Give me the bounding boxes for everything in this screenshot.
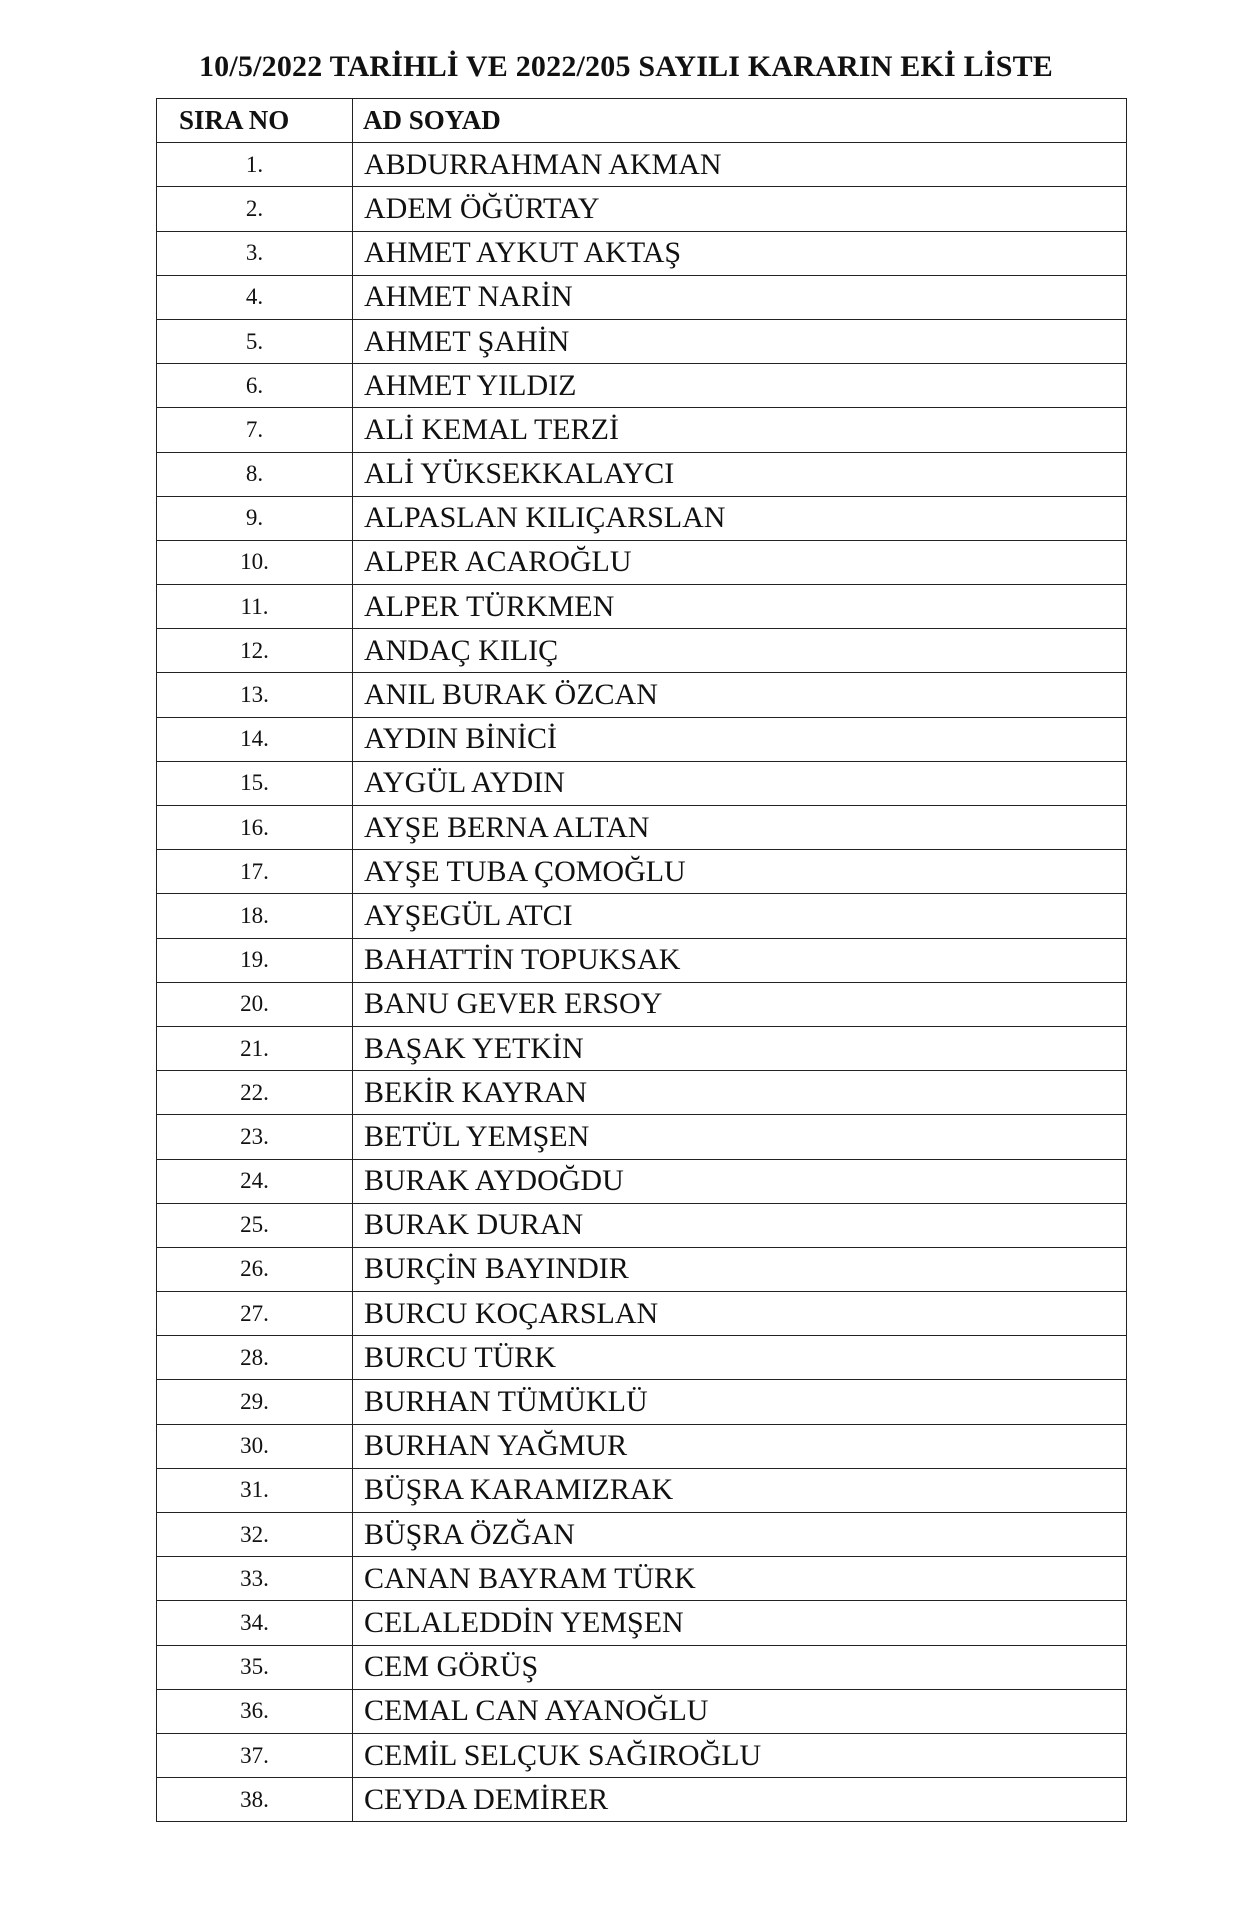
row-full-name: ADEM ÖĞÜRTAY [353, 187, 1127, 231]
row-number: 22. [157, 1071, 353, 1115]
row-full-name: AHMET NARİN [353, 275, 1127, 319]
row-full-name: BURHAN TÜMÜKLÜ [353, 1380, 1127, 1424]
table-row [157, 850, 1127, 894]
row-number: 16. [157, 806, 353, 850]
row-number: 32. [157, 1513, 353, 1557]
row-full-name: AHMET AYKUT AKTAŞ [353, 231, 1127, 275]
row-full-name: BURAK DURAN [353, 1203, 1127, 1247]
row-full-name: BEKİR KAYRAN [353, 1071, 1127, 1115]
row-number: 28. [157, 1336, 353, 1380]
table-row [157, 673, 1127, 717]
row-full-name: BÜŞRA ÖZĞAN [353, 1513, 1127, 1557]
row-full-name: BURHAN YAĞMUR [353, 1424, 1127, 1468]
table-row [157, 585, 1127, 629]
row-number: 19. [157, 938, 353, 982]
row-full-name: BÜŞRA KARAMIZRAK [353, 1468, 1127, 1512]
row-full-name: AHMET ŞAHİN [353, 319, 1127, 363]
row-number: 30. [157, 1424, 353, 1468]
row-full-name: AYDIN BİNİCİ [353, 717, 1127, 761]
row-full-name: CEMİL SELÇUK SAĞIROĞLU [353, 1733, 1127, 1777]
table-row [157, 1645, 1127, 1689]
row-full-name: BURAK AYDOĞDU [353, 1159, 1127, 1203]
row-number: 34. [157, 1601, 353, 1645]
row-number: 31. [157, 1468, 353, 1512]
row-full-name: AYŞE BERNA ALTAN [353, 806, 1127, 850]
row-number: 13. [157, 673, 353, 717]
row-number: 9. [157, 496, 353, 540]
row-number: 12. [157, 629, 353, 673]
row-number: 27. [157, 1292, 353, 1336]
row-number: 23. [157, 1115, 353, 1159]
row-full-name: ALPER ACAROĞLU [353, 540, 1127, 584]
row-number: 38. [157, 1778, 353, 1822]
table-row [157, 894, 1127, 938]
row-number: 24. [157, 1159, 353, 1203]
row-full-name: AYŞEGÜL ATCI [353, 894, 1127, 938]
row-number: 37. [157, 1733, 353, 1777]
row-number: 33. [157, 1557, 353, 1601]
table-row [157, 275, 1127, 319]
table-row [157, 1380, 1127, 1424]
table-row [157, 231, 1127, 275]
row-number: 3. [157, 231, 353, 275]
table-row [157, 1733, 1127, 1777]
table-row [157, 1513, 1127, 1557]
row-full-name: AYGÜL AYDIN [353, 761, 1127, 805]
table-row [157, 717, 1127, 761]
table-row [157, 629, 1127, 673]
table-row [157, 1247, 1127, 1291]
row-number: 18. [157, 894, 353, 938]
row-number: 35. [157, 1645, 353, 1689]
table-row [157, 364, 1127, 408]
row-number: 7. [157, 408, 353, 452]
table-body [157, 143, 1127, 1822]
row-number: 20. [157, 982, 353, 1026]
row-number: 8. [157, 452, 353, 496]
table-row [157, 1203, 1127, 1247]
header-ad-soyad: AD SOYAD [353, 99, 1127, 143]
table-row [157, 1557, 1127, 1601]
row-number: 5. [157, 319, 353, 363]
row-full-name: CELALEDDİN YEMŞEN [353, 1601, 1127, 1645]
row-number: 21. [157, 1026, 353, 1070]
table-row [157, 452, 1127, 496]
row-number: 25. [157, 1203, 353, 1247]
table-row [157, 761, 1127, 805]
table-row [157, 1778, 1127, 1822]
table-row [157, 1424, 1127, 1468]
name-list-table [156, 98, 1127, 1822]
header-sira-no: SIRA NO [157, 99, 353, 143]
row-number: 4. [157, 275, 353, 319]
row-full-name: BURCU KOÇARSLAN [353, 1292, 1127, 1336]
row-full-name: BANU GEVER ERSOY [353, 982, 1127, 1026]
row-full-name: BURÇİN BAYINDIR [353, 1247, 1127, 1291]
table-row [157, 408, 1127, 452]
row-full-name: ALİ KEMAL TERZİ [353, 408, 1127, 452]
table-row [157, 1026, 1127, 1070]
table-row [157, 938, 1127, 982]
row-number: 17. [157, 850, 353, 894]
table-row [157, 1292, 1127, 1336]
table-row [157, 496, 1127, 540]
table-row [157, 1468, 1127, 1512]
row-full-name: CANAN BAYRAM TÜRK [353, 1557, 1127, 1601]
table-header-row [157, 99, 1127, 143]
row-full-name: BURCU TÜRK [353, 1336, 1127, 1380]
row-number: 11. [157, 585, 353, 629]
row-number: 2. [157, 187, 353, 231]
row-full-name: BETÜL YEMŞEN [353, 1115, 1127, 1159]
table-row [157, 1601, 1127, 1645]
row-full-name: BAHATTİN TOPUKSAK [353, 938, 1127, 982]
table-row [157, 1336, 1127, 1380]
row-number: 36. [157, 1689, 353, 1733]
row-full-name: BAŞAK YETKİN [353, 1026, 1127, 1070]
row-full-name: ANIL BURAK ÖZCAN [353, 673, 1127, 717]
row-full-name: ALİ YÜKSEKKALAYCI [353, 452, 1127, 496]
table-row [157, 1159, 1127, 1203]
row-full-name: ABDURRAHMAN AKMAN [353, 143, 1127, 187]
table-row [157, 982, 1127, 1026]
table-row [157, 1115, 1127, 1159]
row-number: 6. [157, 364, 353, 408]
row-number: 14. [157, 717, 353, 761]
table-row [157, 143, 1127, 187]
row-full-name: CEYDA DEMİRER [353, 1778, 1127, 1822]
row-full-name: ALPASLAN KILIÇARSLAN [353, 496, 1127, 540]
table-row [157, 806, 1127, 850]
table-row [157, 540, 1127, 584]
table-row [157, 1071, 1127, 1115]
table-row [157, 319, 1127, 363]
table-row [157, 187, 1127, 231]
row-number: 29. [157, 1380, 353, 1424]
row-number: 10. [157, 540, 353, 584]
row-number: 15. [157, 761, 353, 805]
document-title: 10/5/2022 TARİHLİ VE 2022/205 SAYILI KARARIN EKİ LİSTE [198, 50, 1054, 83]
row-full-name: AHMET YILDIZ [353, 364, 1127, 408]
row-number: 26. [157, 1247, 353, 1291]
row-full-name: CEM GÖRÜŞ [353, 1645, 1127, 1689]
row-full-name: ALPER TÜRKMEN [353, 585, 1127, 629]
table-row [157, 1689, 1127, 1733]
row-full-name: ANDAÇ KILIÇ [353, 629, 1127, 673]
row-full-name: CEMAL CAN AYANOĞLU [353, 1689, 1127, 1733]
row-number: 1. [157, 143, 353, 187]
row-full-name: AYŞE TUBA ÇOMOĞLU [353, 850, 1127, 894]
